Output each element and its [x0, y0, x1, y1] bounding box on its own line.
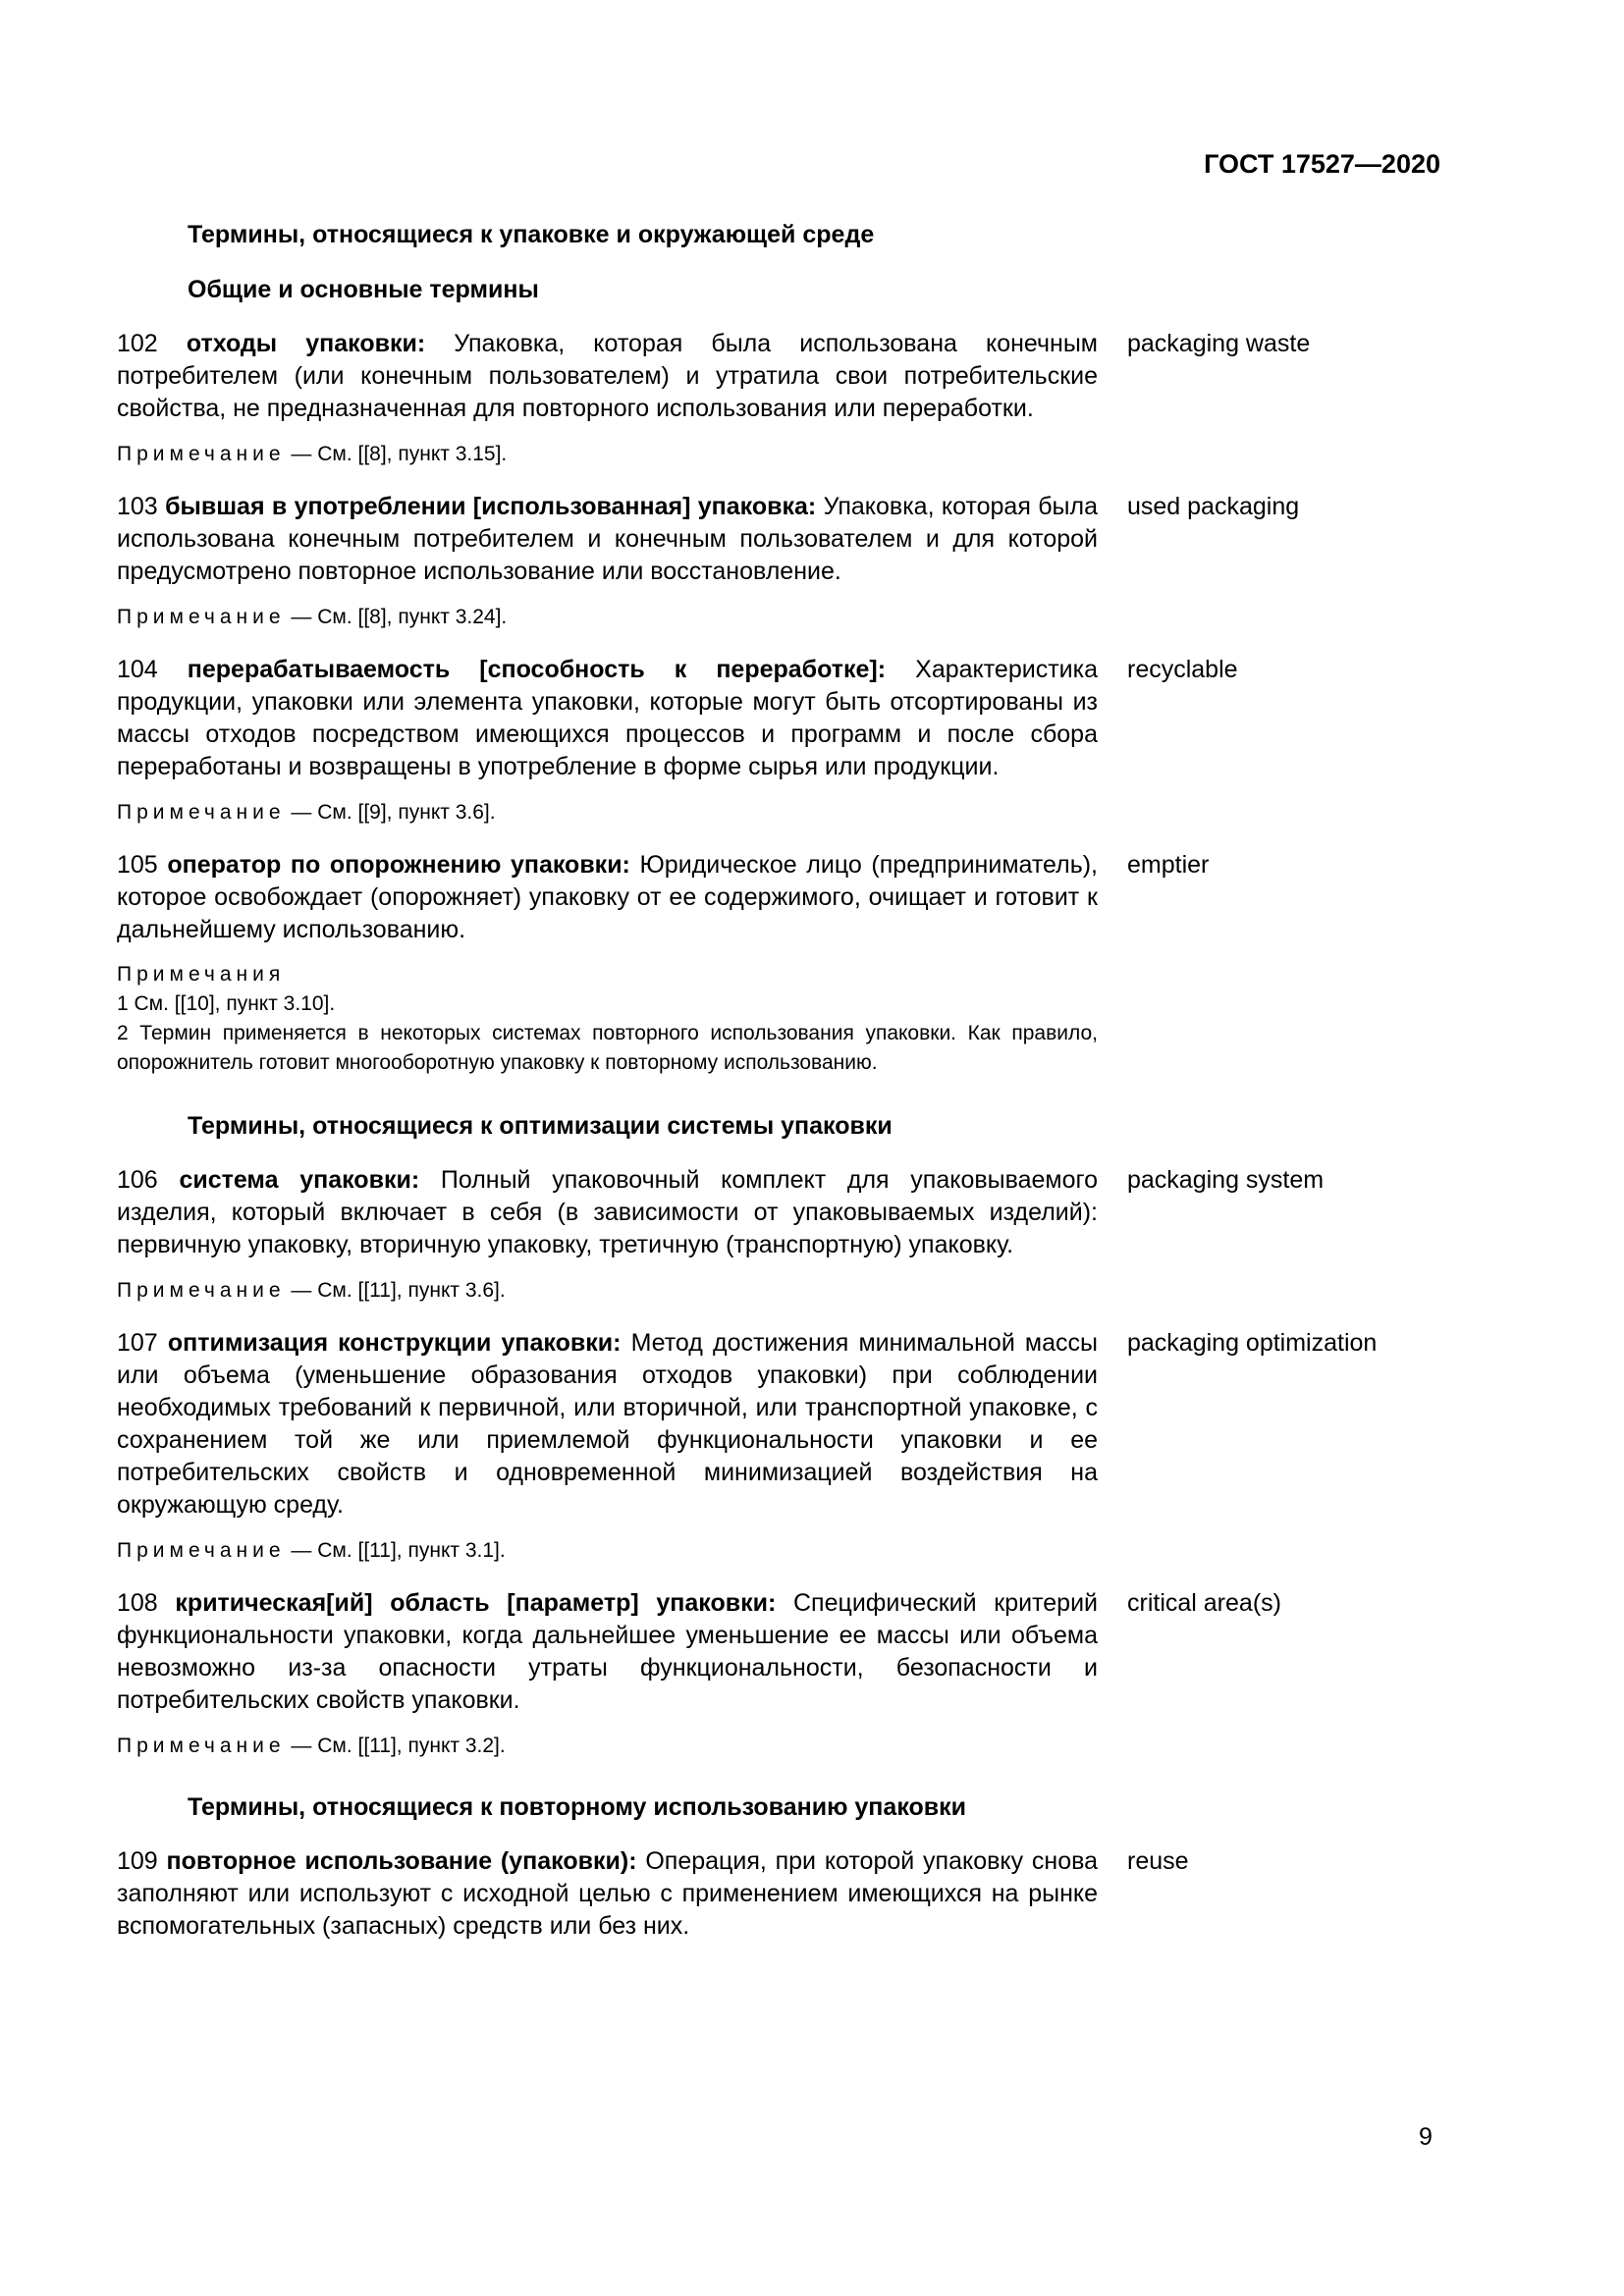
english-equivalent: emptier [1127, 851, 1210, 879]
note-text: — См. [[11], пункт 3.1]. [285, 1539, 506, 1562]
term-note [117, 797, 1098, 828]
note-label: Примечание [117, 801, 286, 824]
english-equivalent: critical area(s) [1127, 1589, 1281, 1617]
document-header: ГОСТ 17527—2020 [1204, 149, 1440, 179]
term-name: повторное использование (упаковки): [166, 1847, 637, 1875]
term-definition [117, 1587, 1098, 1717]
term-name: критическая[ий] область [параметр] упаковки: [175, 1589, 777, 1617]
english-equivalent: packaging waste [1127, 330, 1311, 357]
term-entry-106 [117, 1164, 1442, 1261]
term-number: 108 [117, 1589, 158, 1617]
note-item: 1 См. [[10], пункт 3.10]. [117, 992, 336, 1015]
definition-text: Метод достижения минимальной массы или объема (уменьшение образования отходов упаковки) при соблюдении необходимых требований к первичной, или вторичной, или транспортной упаковке, с сохранением той же или приемлемой функциональности упаковки и ее потребительских свойств и одновременной минимизацией воздействия на окружающую среду. [117, 1329, 1098, 1519]
notes-label: Примечания [117, 963, 286, 986]
term-entry-102 [117, 328, 1442, 425]
english-equivalent: reuse [1127, 1847, 1189, 1875]
english-equivalent: used packaging [1127, 493, 1300, 520]
term-entry-108 [117, 1587, 1442, 1717]
definition-text: Полный упаковочный комплект для упаковываемого изделия, который включает в себя (в зависимости от упаковываемых изделий): первичную упаковку, вторичную упаковку, третичную (транспортную) упаковку. [117, 1166, 1098, 1258]
term-number: 107 [117, 1329, 158, 1357]
document-body [117, 218, 1442, 1956]
term-definition [117, 849, 1098, 946]
term-note [117, 1535, 1098, 1566]
section-heading-optimization: Термины, относящиеся к оптимизации системы упаковки [188, 1112, 893, 1140]
term-number: 105 [117, 851, 158, 879]
term-entry-109 [117, 1845, 1442, 1943]
term-name: система упаковки: [179, 1166, 420, 1194]
term-name: оператор по опорожнению упаковки: [167, 851, 630, 879]
term-notes [117, 960, 1098, 1078]
note-text: — См. [[11], пункт 3.2]. [285, 1735, 506, 1757]
note-text: — См. [[8], пункт 3.24]. [285, 606, 508, 628]
term-entry-103 [117, 491, 1442, 588]
term-entry-104 [117, 654, 1442, 783]
term-name: отходы упаковки: [186, 330, 426, 357]
english-equivalent: packaging optimization [1127, 1329, 1378, 1357]
term-definition [117, 328, 1098, 425]
term-entry-107 [117, 1327, 1442, 1522]
english-equivalent: packaging system [1127, 1166, 1325, 1194]
term-note [117, 1731, 1098, 1761]
term-number: 104 [117, 656, 158, 683]
note-text: — См. [[11], пункт 3.6]. [285, 1279, 506, 1302]
page-number: 9 [1419, 2123, 1433, 2151]
term-number: 109 [117, 1847, 158, 1875]
term-name: перерабатываемость [способность к переработке]: [187, 656, 887, 683]
term-number: 106 [117, 1166, 158, 1194]
note-label: Примечание [117, 1279, 286, 1302]
term-name: бывшая в употреблении [использованная] упаковка: [165, 493, 817, 520]
definition-text: Юридическое лицо (предприниматель), которое освобождает (опорожняет) упаковку от ее содержимого, очищает и готовит к дальнейшему использованию. [117, 851, 1098, 943]
term-note [117, 602, 1098, 632]
term-name: оптимизация конструкции упаковки: [167, 1329, 622, 1357]
note-text: — См. [[9], пункт 3.6]. [285, 801, 496, 824]
term-definition [117, 1327, 1098, 1522]
term-definition [117, 654, 1098, 783]
term-note [117, 1275, 1098, 1306]
note-label: Примечание [117, 443, 286, 465]
section-heading-reuse: Термины, относящиеся к повторному использованию упаковки [188, 1793, 967, 1821]
definition-text: Упаковка, которая была использована конечным потребителем и конечным пользователем и для которой предусмотрено повторное использование или восстановление. [117, 493, 1098, 585]
term-definition [117, 1845, 1098, 1943]
section-heading-general: Общие и основные термины [188, 276, 539, 303]
note-label: Примечание [117, 1735, 286, 1757]
english-equivalent: recyclable [1127, 656, 1238, 683]
definition-text: Специфический критерий функциональности упаковки, когда дальнейшее уменьшение ее массы или объема невозможно из-за опасности утраты функциональности, безопасности и потребительских свойств упаковки. [117, 1589, 1098, 1714]
note-item: 2 Термин применяется в некоторых системах повторного использования упаковки. Как правило, опорожнитель готовит многооборотную упаковку к повторному использованию. [117, 1022, 1098, 1074]
definition-text: Упаковка, которая была использована конечным потребителем (или конечным пользователем) и утратила свои потребительские свойства, не предназначенная для повторного использования или переработки. [117, 330, 1098, 422]
term-number: 102 [117, 330, 158, 357]
term-entry-105 [117, 849, 1442, 946]
term-note [117, 439, 1098, 469]
term-number: 103 [117, 493, 158, 520]
definition-text: Характеристика продукции, упаковки или элемента упаковки, которые могут быть отсортированы из массы отходов посредством имеющихся процессов и программ и после сбора переработаны и возвращены в употребление в форме сырья или продукции. [117, 656, 1099, 780]
term-definition [117, 491, 1098, 588]
section-heading-environment: Термины, относящиеся к упаковке и окружающей среде [188, 221, 875, 248]
note-text: — См. [[8], пункт 3.15]. [285, 443, 508, 465]
term-definition [117, 1164, 1098, 1261]
note-label: Примечание [117, 1539, 286, 1562]
note-label: Примечание [117, 606, 286, 628]
definition-text: Операция, при которой упаковку снова заполняют или используют с исходной целью с применением имеющихся на рынке вспомогательных (запасных) средств или без них. [117, 1847, 1099, 1940]
